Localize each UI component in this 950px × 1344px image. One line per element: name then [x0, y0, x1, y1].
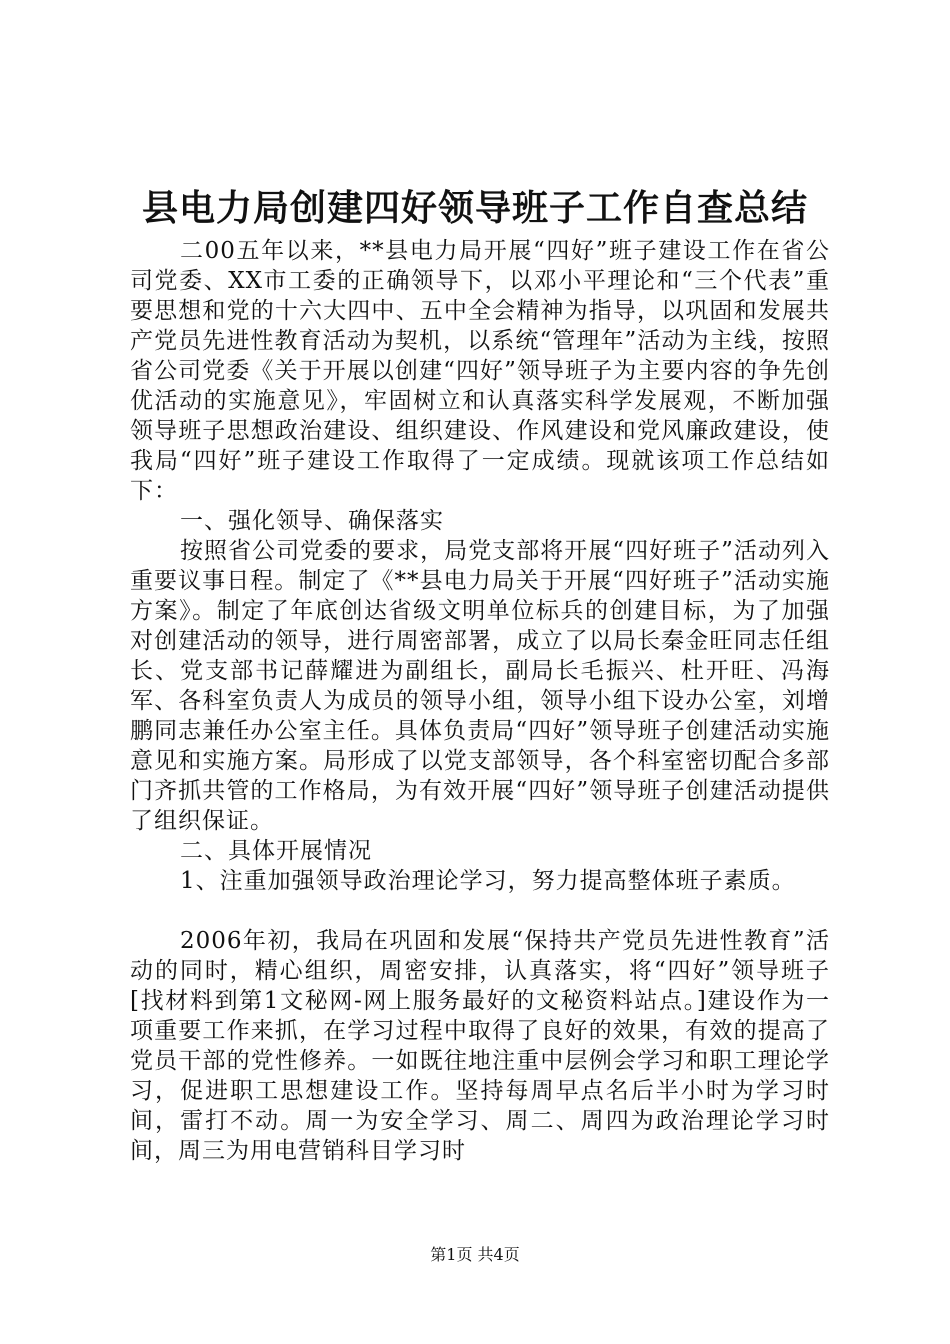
document-body — [130, 236, 830, 1166]
paragraph-intro: 二00五年以来，**县电力局开展“四好”班子建设工作在省公司党委、XX市工委的正确领导下，以邓小平理论和“三个代表”重要思想和党的十六大四中、五中全会精神为指导，以巩固和发展共产党员先进性教育活动为契机，以系统“管理年”活动为主线，按照省公司党委《关于开展以创建“四好”领导班子为主要内容的争先创优活动的实施意见》，牢固树立和认真落实科学发展观，不断加强领导班子思想政治建设、组织建设、作风建设和党风廉政建设，使我局“四好”班子建设工作取得了一定成绩。现就该项工作总结如下： — [130, 238, 830, 504]
page-number-footer: 第1页 共4页 — [430, 1245, 520, 1264]
subsection-heading-1: 1、注重加强领导政治理论学习，努力提高整体班子素质。 — [180, 868, 796, 894]
section-heading-2: 二、具体开展情况 — [180, 838, 372, 864]
document-title: 县电力局创建四好领导班子工作自查总结 — [141, 187, 808, 229]
paragraph-gap — [130, 896, 830, 926]
section-heading-1: 一、强化领导、确保落实 — [180, 508, 444, 534]
paragraph-section-2-1: 2006年初，我局在巩固和发展“保持共产党员先进性教育”活动的同时，精心组织，周密安排，认真落实，将“四好”领导班子[找材料到第1文秘网-网上服务最好的文秘资料站点。]建设作为一项重要工作来抓，在学习过程中取得了良好的效果，有效的提高了党员干部的党性修养。一如既往地注重中层例会学习和职工理论学习，促进职工思想建设工作。坚持每周早点名后半小时为学习时间，雷打不动。周一为安全学习、周二、周四为政治理论学习时间，周三为用电营销科目学习时 — [130, 928, 830, 1164]
paragraph-section-1: 按照省公司党委的要求，局党支部将开展“四好班子”活动列入重要议事日程。制定了《**县电力局关于开展“四好班子”活动实施方案》。制定了年底创达省级文明单位标兵的创建目标，为了加强对创建活动的领导，进行周密部署，成立了以局长秦金旺同志任组长、党支部书记薛耀进为副组长，副局长毛振兴、杜开旺、冯海军、各科室负责人为成员的领导小组，领导小组下设办公室，刘增鹏同志兼任办公室主任。具体负责局“四好”领导班子创建活动实施意见和实施方案。局形成了以党支部领导，各个科室密切配合多部门齐抓共管的工作格局，为有效开展“四好”领导班子创建活动提供了组织保证。 — [130, 538, 830, 834]
